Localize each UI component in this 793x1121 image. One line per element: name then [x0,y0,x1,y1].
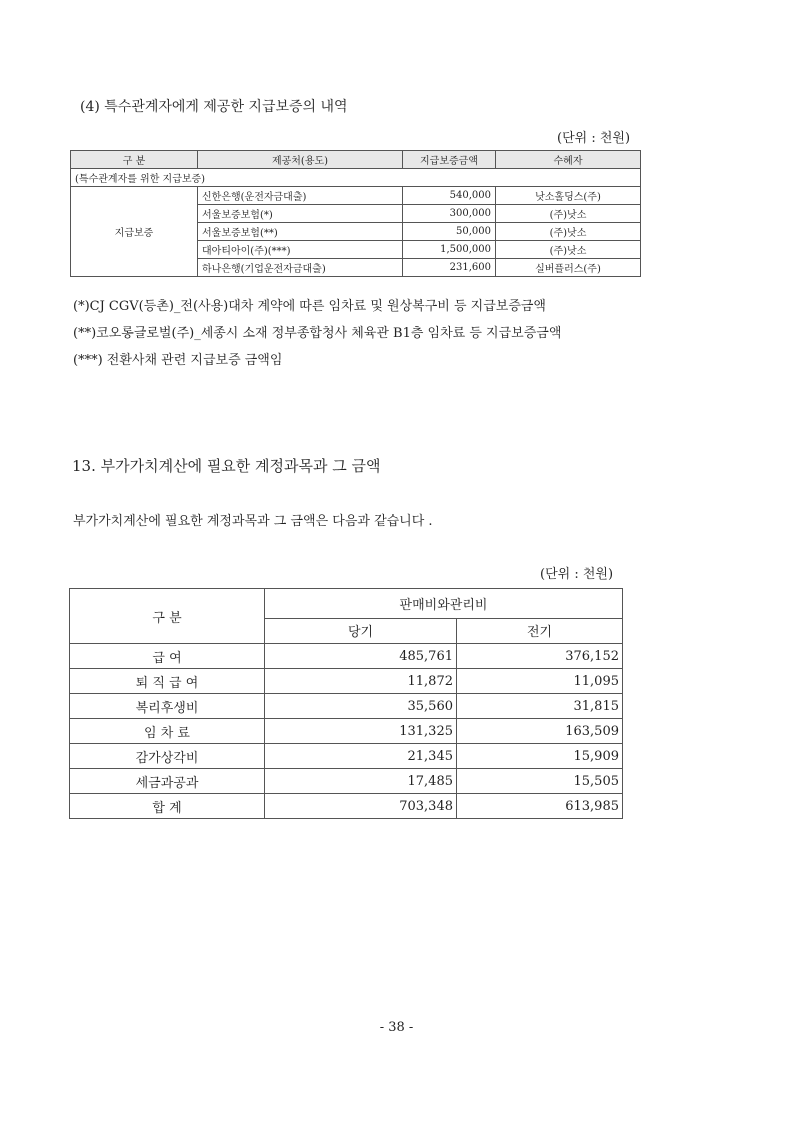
row-label: 퇴 직 급 여 [70,669,265,694]
header-current: 당기 [265,618,457,643]
note-3: (***) 전환사채 관련 지급보증 금액임 [73,353,283,368]
row-label: 임 차 료 [70,719,265,744]
group-label: (특수관계자를 위한 지급보증) [71,169,641,187]
header-category: 구 분 [71,151,198,169]
amount-cell: 50,000 [403,223,496,241]
prior-value: 31,815 [457,694,623,719]
provider-cell: 하나은행(기업운전자금대출) [198,259,403,277]
section13-title: 13. 부가가치계산에 필요한 계정과목과 그 금액 [72,457,381,475]
table-row [70,694,623,719]
table-row [70,644,623,669]
note-2: (**)코오롱글로벌(주)_세종시 소재 정부종합청사 체육관 B1층 임차료 등 지급보증금액 [73,326,562,341]
guarantee-table [70,150,641,277]
table-header-row [71,151,641,169]
beneficiary-cell: (주)낫소 [496,241,641,259]
provider-cell: 대아티아이(주)(***) [198,241,403,259]
table-row [70,669,623,694]
table-row [70,769,623,794]
table-header-row [70,589,623,619]
value-added-table [69,588,623,819]
row-label: 복리후생비 [70,694,265,719]
current-value: 703,348 [265,794,457,819]
group-row [71,169,641,187]
table-row [70,744,623,769]
beneficiary-cell: 낫소홀딩스(주) [496,187,641,205]
prior-value: 11,095 [457,669,623,694]
amount-cell: 231,600 [403,259,496,277]
row-label: 세금과공과 [70,769,265,794]
total-row [70,794,623,819]
prior-value: 15,909 [457,744,623,769]
current-value: 17,485 [265,769,457,794]
table-row [71,187,641,205]
provider-cell: 신한은행(운전자금대출) [198,187,403,205]
header-category: 구 분 [70,589,265,644]
header-amount: 지급보증금액 [403,151,496,169]
prior-value: 613,985 [457,794,623,819]
beneficiary-cell: 실버플러스(주) [496,259,641,277]
beneficiary-cell: (주)낫소 [496,205,641,223]
category-cell: 지급보증 [71,187,198,277]
prior-value: 163,509 [457,719,623,744]
amount-cell: 540,000 [403,187,496,205]
current-value: 131,325 [265,719,457,744]
section13-intro: 부가가치계산에 필요한 계정과목과 그 금액은 다음과 같습니다 . [73,514,433,529]
prior-value: 376,152 [457,644,623,669]
provider-cell: 서울보증보험(**) [198,223,403,241]
header-beneficiary: 수혜자 [496,151,641,169]
header-provider: 제공처(용도) [198,151,403,169]
table-row [70,719,623,744]
current-value: 35,560 [265,694,457,719]
current-value: 21,345 [265,744,457,769]
header-prior: 전기 [457,618,623,643]
amount-cell: 1,500,000 [403,241,496,259]
row-label: 합 계 [70,794,265,819]
current-value: 485,761 [265,644,457,669]
note-1: (*)CJ CGV(등촌)_전(사용)대차 계약에 따른 임차료 및 원상복구비 등 지급보증금액 [73,299,546,314]
unit-label: (단위 : 천원) [557,131,631,146]
row-label: 감가상각비 [70,744,265,769]
current-value: 11,872 [265,669,457,694]
amount-cell: 300,000 [403,205,496,223]
row-label: 급 여 [70,644,265,669]
section4-title: (4) 특수관계자에게 제공한 지급보증의 내역 [80,99,348,115]
unit-label: (단위 : 천원) [540,567,614,582]
header-group: 판매비와관리비 [265,589,623,619]
provider-cell: 서울보증보험(*) [198,205,403,223]
beneficiary-cell: (주)낫소 [496,223,641,241]
prior-value: 15,505 [457,769,623,794]
page-number: - 38 - [379,1020,414,1035]
